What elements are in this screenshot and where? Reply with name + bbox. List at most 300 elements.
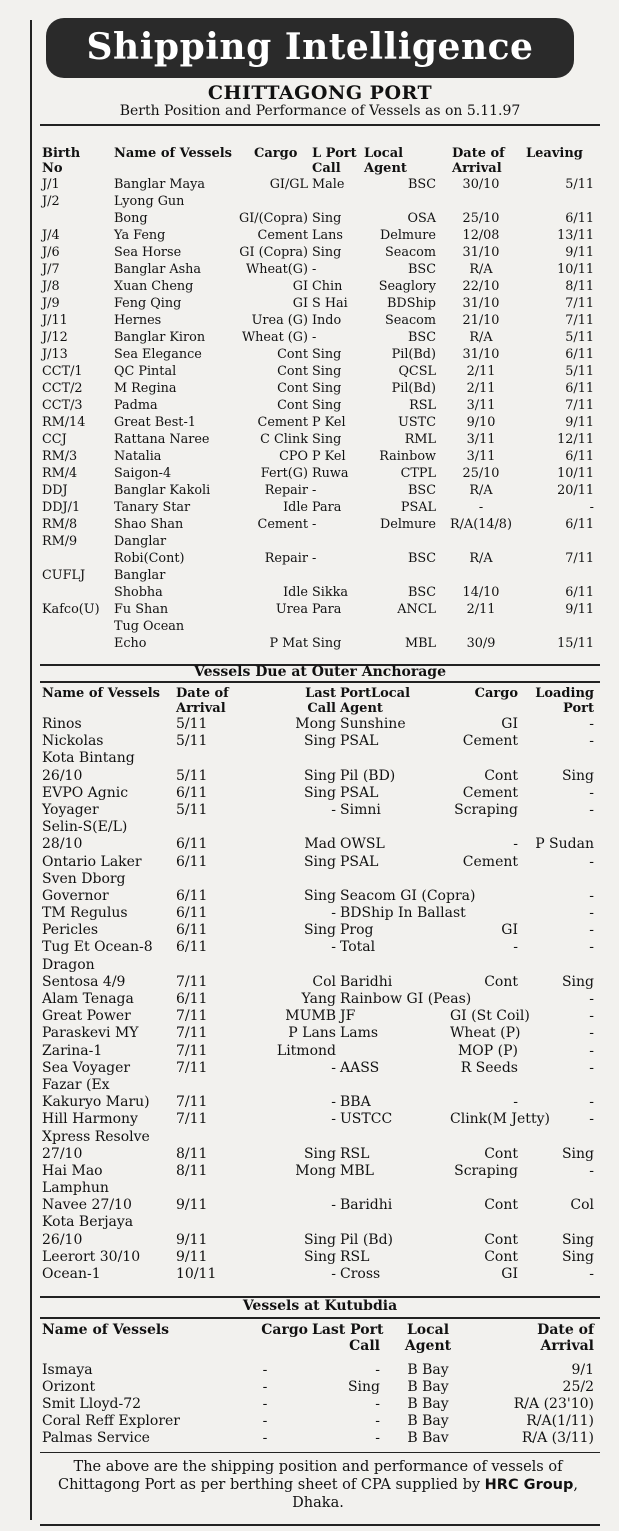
table-cell: Cont: [484, 1197, 518, 1214]
table-row: [40, 1266, 596, 1283]
table-row: [40, 1008, 596, 1025]
table-cell: PSAL: [340, 784, 379, 801]
table-row: [40, 1249, 596, 1266]
table-cell: [310, 618, 362, 635]
table-cell: -: [375, 1413, 380, 1429]
table-row: [40, 482, 596, 499]
table-row: [40, 1413, 596, 1430]
table-cell: Ya Feng: [114, 228, 166, 243]
table-cell: GI: [501, 922, 518, 939]
table-row: [40, 819, 596, 836]
table-cell: RM/3: [42, 449, 78, 464]
table-cell: 5/11: [176, 733, 208, 750]
table-cell: -: [375, 1396, 380, 1412]
table-cell: 7/11: [176, 973, 208, 990]
table-cell: Hernes: [114, 313, 162, 328]
table-cell: 7/11: [176, 1059, 208, 1076]
table-row: [40, 991, 596, 1008]
table-cell: 6/11: [176, 853, 208, 870]
table-cell: [40, 618, 112, 635]
table-cell: 27/10: [42, 1145, 83, 1162]
table-cell: B Bay: [407, 1396, 449, 1412]
table-row: [40, 922, 596, 939]
table-cell: 6/11: [176, 905, 208, 922]
table-row: [40, 1060, 596, 1077]
table-cell: [174, 1214, 238, 1231]
table-cell: J/11: [42, 313, 68, 328]
subtitle: Berth Position and Performance of Vessels as on 5.11.97: [119, 103, 521, 119]
table-row: [40, 210, 596, 227]
table-cell: Bong: [114, 211, 148, 226]
table-cell: Yang: [301, 991, 336, 1007]
table-cell: Banglar Asha: [114, 262, 202, 277]
table-cell: R/A: [469, 262, 493, 277]
table-row: [40, 1430, 596, 1447]
table-cell: BSC: [408, 585, 436, 600]
table-row: [40, 414, 596, 431]
table-cell: Sing: [303, 767, 336, 784]
table-cell: Wheat (G): [241, 330, 308, 345]
table-cell: [338, 1129, 448, 1146]
table-cell: [448, 1214, 520, 1231]
table-cell: Prog: [340, 922, 374, 939]
table-cell: [224, 567, 310, 584]
table-cell: 3/11: [466, 398, 496, 413]
table-cell: Sing: [347, 1379, 380, 1395]
table-cell: RML: [404, 432, 436, 447]
table-row: [40, 363, 596, 380]
table-cell: -: [589, 905, 594, 922]
table-cell: RSL: [340, 1248, 370, 1265]
table-row: [40, 750, 596, 767]
table-cell: 9/11: [176, 1248, 208, 1265]
table-cell: 9/10: [466, 415, 496, 430]
table-cell: [338, 957, 448, 974]
table-row: [40, 550, 596, 567]
table-cell: Great Power: [42, 1008, 131, 1025]
table-row: [40, 601, 596, 618]
table-cell: Xpress Resolve: [42, 1128, 150, 1145]
table-cell: [40, 550, 112, 567]
table-cell: [40, 210, 112, 227]
table-cell: 8/11: [565, 279, 594, 294]
col-arrival: Date of Arrival: [537, 1322, 594, 1354]
col-agent: Local Agent: [404, 1322, 452, 1354]
table-cell: Pil(Bd): [391, 381, 436, 396]
table-cell: J/1: [42, 177, 60, 192]
table-cell: 6/11: [565, 517, 594, 532]
table-cell: [224, 618, 310, 635]
table-cell: -: [312, 330, 317, 345]
table-cell: [362, 193, 438, 210]
table-cell: 6/11: [176, 836, 208, 853]
table-cell: [338, 1180, 448, 1197]
table-row: [40, 1396, 596, 1413]
table-cell: Fert(G): [260, 466, 308, 481]
table-cell: 7/11: [176, 1042, 208, 1059]
table-cell: -: [331, 939, 336, 956]
table-cell: Orizont: [42, 1379, 96, 1395]
table-cell: Seacom GI (Copra): [340, 887, 476, 904]
table-cell: 25/10: [462, 466, 500, 481]
table-row: [40, 1111, 596, 1128]
table-cell: Idle: [283, 585, 308, 600]
table-cell: P Sudan: [535, 836, 594, 853]
table-cell: -: [589, 500, 594, 515]
table-cell: QCSL: [398, 364, 436, 379]
table-cell: -: [331, 1111, 336, 1128]
table-cell: Urea: [275, 602, 308, 617]
kutubdia-header-row: [40, 1322, 596, 1354]
table-cell: Clink(M Jetty): [450, 1111, 550, 1128]
table-cell: 5/11: [565, 364, 594, 379]
divider: [40, 1524, 600, 1526]
table-cell: Tanary Star: [114, 500, 191, 515]
table-cell: 2/11: [466, 602, 496, 617]
table-cell: GI: [501, 716, 518, 732]
table-cell: GI (St Coil): [450, 1008, 530, 1025]
table-cell: -: [513, 1094, 518, 1111]
table-cell: MUMB: [285, 1008, 336, 1025]
table-cell: -: [589, 716, 594, 732]
table-cell: -: [312, 551, 317, 566]
table-row: [40, 176, 596, 193]
table-cell: Kota Bintang: [42, 750, 135, 767]
table-cell: [174, 871, 238, 888]
table-cell: Sing: [561, 1248, 594, 1265]
table-cell: 21/10: [462, 313, 500, 328]
table-cell: OSA: [407, 211, 436, 226]
table-cell: [438, 533, 524, 550]
table-cell: Cont: [484, 767, 518, 784]
table-row: [40, 785, 596, 802]
table-cell: Cont: [484, 1231, 518, 1248]
table-cell: Indo: [312, 313, 342, 328]
table-cell: Seacom: [385, 245, 436, 260]
table-cell: GI/(Copra): [238, 211, 308, 226]
table-cell: MBL: [404, 636, 436, 651]
table-cell: Sing: [303, 733, 336, 750]
table-row: [40, 1025, 596, 1042]
table-cell: Paraskevi MY: [42, 1025, 139, 1042]
table-cell: Coral Reff Explorer: [42, 1413, 180, 1429]
table-cell: Col: [312, 973, 336, 990]
table-cell: Urea (G): [251, 313, 308, 328]
table-cell: R/A (3/11): [521, 1430, 594, 1446]
table-cell: Sing: [312, 211, 342, 226]
table-cell: GI/GL: [269, 177, 308, 192]
table-cell: Scraping: [454, 801, 518, 818]
table-cell: Wheat (P): [450, 1025, 521, 1042]
table-cell: Yoyager: [42, 801, 99, 818]
table-cell: CTPL: [400, 466, 436, 481]
table-row: [40, 465, 596, 482]
table-cell: 7/11: [565, 551, 594, 566]
table-cell: Cement: [257, 228, 308, 243]
table-cell: Cont: [277, 398, 308, 413]
table-cell: R/A: [469, 483, 493, 498]
table-cell: Shobha: [114, 585, 163, 600]
table-cell: JF: [340, 1008, 356, 1025]
footer-company: HRC Group: [484, 1477, 574, 1493]
banner-title: Shipping Intelligence: [46, 18, 574, 78]
table-cell: Sing: [561, 1231, 594, 1248]
table-cell: -: [331, 1266, 336, 1282]
table-cell: [174, 819, 238, 836]
table-cell: Delmure: [380, 517, 436, 532]
table-cell: [448, 1129, 520, 1146]
table-row: [40, 516, 596, 533]
table-cell: RSL: [409, 398, 436, 413]
table-cell: BSC: [408, 262, 436, 277]
table-cell: USTC: [398, 415, 436, 430]
table-cell: Great Best-1: [114, 415, 196, 430]
table-cell: R/A (23'10): [513, 1396, 594, 1412]
table-cell: [520, 1180, 596, 1197]
col-name: Name of Vessels: [114, 146, 232, 161]
table-cell: 6/11: [565, 585, 594, 600]
table-row: [40, 533, 596, 550]
table-cell: Banglar Kakoli: [114, 483, 211, 498]
divider: [40, 1317, 600, 1319]
table-cell: Baridhi: [340, 973, 393, 990]
table-cell: Sea Voyager: [42, 1059, 131, 1076]
table-cell: 12/11: [557, 432, 594, 447]
table-cell: TM Regulus: [42, 905, 128, 922]
table-cell: [438, 567, 524, 584]
table-row: [40, 448, 596, 465]
table-cell: -: [262, 1379, 268, 1395]
table-cell: Fu Shan: [114, 602, 169, 617]
table-cell: DDJ/1: [42, 500, 81, 515]
table-cell: Seacom: [385, 313, 436, 328]
table-cell: Simni: [340, 801, 381, 818]
table-cell: 6/11: [176, 887, 208, 904]
table-cell: -: [262, 1396, 268, 1412]
table-cell: PSAL: [340, 853, 379, 870]
table-cell: 10/11: [557, 466, 594, 481]
table-cell: Sing: [312, 245, 342, 260]
table-cell: Sing: [312, 432, 342, 447]
table-cell: Lams: [340, 1025, 379, 1042]
table-row: [40, 888, 596, 905]
table-cell: AASS: [340, 1059, 380, 1076]
table-cell: 9/11: [176, 1231, 208, 1248]
table-row: [40, 1232, 596, 1249]
table-cell: Feng Qing: [114, 296, 182, 311]
table-cell: [224, 193, 310, 210]
table-row: [40, 1362, 596, 1379]
col-lport: L Port Call: [312, 146, 357, 176]
col-vessel: Name of Vessels: [42, 1322, 170, 1338]
table-cell: Baridhi: [340, 1197, 393, 1214]
col-leaving: Leaving: [526, 146, 583, 161]
table-cell: R Seeds: [460, 1059, 518, 1076]
table-cell: J/2: [42, 194, 60, 209]
table-cell: -: [312, 483, 317, 498]
table-cell: [238, 1129, 338, 1146]
table-cell: [174, 957, 238, 974]
table-cell: [338, 1214, 448, 1231]
table-cell: Dragon: [42, 956, 95, 973]
table-cell: Sing: [561, 767, 594, 784]
table-cell: CCJ: [42, 432, 67, 447]
table-cell: 20/11: [557, 483, 594, 498]
table-cell: Lamphun: [42, 1180, 109, 1197]
table-cell: [448, 1077, 520, 1094]
table-cell: 6/11: [565, 449, 594, 464]
table-cell: Sentosa 4/9: [42, 973, 126, 990]
table-cell: Danglar: [114, 534, 167, 549]
table-cell: 12/08: [462, 228, 500, 243]
table-cell: -: [262, 1430, 268, 1446]
outer-anchorage-table: [40, 686, 596, 1283]
table-cell: 7/11: [565, 296, 594, 311]
table-cell: Lyong Gun: [114, 194, 185, 209]
table-cell: Rattana Naree: [114, 432, 210, 447]
table-cell: [238, 1214, 338, 1231]
table-cell: 8/11: [176, 1145, 208, 1162]
table-cell: [338, 819, 448, 836]
table-cell: -: [262, 1362, 268, 1378]
table-cell: Cont: [277, 381, 308, 396]
table-cell: Rinos: [42, 716, 82, 732]
col-lastport: Last Port Call: [312, 1322, 384, 1354]
table-cell: S Hai: [312, 296, 348, 311]
table-cell: Sing: [303, 1248, 336, 1265]
table-cell: 5/11: [565, 330, 594, 345]
table-cell: Pil (BD): [340, 767, 396, 784]
table-row: [40, 1214, 596, 1231]
table-row: [40, 261, 596, 278]
table-cell: -: [589, 939, 594, 956]
table-cell: [448, 957, 520, 974]
table-cell: Cont: [484, 973, 518, 990]
table-cell: 9/1: [571, 1362, 594, 1378]
table-cell: [338, 1043, 448, 1060]
table-row: [40, 346, 596, 363]
table-cell: 7/11: [565, 313, 594, 328]
table-cell: DDJ: [42, 483, 68, 498]
table-cell: Leerort 30/10: [42, 1248, 141, 1265]
table-cell: -: [331, 905, 336, 922]
table-cell: 10/11: [176, 1266, 217, 1282]
table-cell: GI: [501, 1266, 518, 1282]
table-cell: 6/11: [176, 784, 208, 801]
table-cell: GI: [292, 279, 308, 294]
table-cell: -: [589, 887, 594, 904]
col-loading: Loading Port: [535, 686, 594, 716]
table-cell: Chin: [312, 279, 343, 294]
table-cell: [520, 957, 596, 974]
table-cell: Navee 27/10: [42, 1197, 132, 1214]
table-cell: Shao Shan: [114, 517, 184, 532]
table-row: [40, 733, 596, 750]
table-cell: 25/10: [462, 211, 500, 226]
table-cell: Wheat(G): [246, 262, 308, 277]
table-cell: -: [513, 939, 518, 956]
table-cell: Xuan Cheng: [114, 279, 194, 294]
divider: [40, 1452, 600, 1453]
kutubdia-table: [40, 1322, 596, 1447]
table-cell: -: [589, 1162, 594, 1179]
table-cell: BSC: [408, 551, 436, 566]
col-vessel: Name of Vessels: [42, 686, 160, 701]
table-cell: Sing: [312, 347, 342, 362]
table-cell: PSAL: [340, 733, 379, 750]
table-cell: Col: [570, 1197, 594, 1214]
table-cell: Pil(Bd): [391, 347, 436, 362]
table-cell: [174, 1180, 238, 1197]
table-row: [40, 974, 596, 991]
table-cell: P Kel: [312, 449, 346, 464]
table-cell: GI: [292, 296, 308, 311]
table-row: [40, 1094, 596, 1111]
table-cell: [310, 567, 362, 584]
table-cell: ANCL: [397, 602, 436, 617]
table-row: [40, 227, 596, 244]
table-cell: R/A: [469, 330, 493, 345]
table-cell: C Clink: [260, 432, 308, 447]
table-cell: -: [375, 1362, 380, 1378]
table-cell: Repair: [264, 483, 308, 498]
table-cell: Sing: [303, 784, 336, 801]
table-cell: Cont: [277, 364, 308, 379]
table-cell: 6/11: [176, 922, 208, 939]
table-cell: Sing: [303, 887, 336, 904]
table-cell: Sing: [561, 1145, 594, 1162]
divider: [40, 681, 600, 683]
berth-table: [40, 146, 596, 652]
table-cell: [448, 871, 520, 888]
table-cell: -: [589, 784, 594, 801]
table-cell: [524, 618, 596, 635]
table-cell: J/8: [42, 279, 60, 294]
table-cell: -: [589, 922, 594, 939]
table-cell: [238, 819, 338, 836]
table-cell: BBA: [340, 1094, 371, 1111]
table-cell: [362, 533, 438, 550]
table-cell: -: [312, 517, 317, 532]
table-cell: Pericles: [42, 922, 99, 939]
table-cell: Sing: [303, 853, 336, 870]
table-cell: Ontario Laker: [42, 853, 142, 870]
table-cell: CUFLJ: [42, 568, 86, 583]
col-date: Date of Arrival: [176, 686, 229, 716]
table-row: [40, 871, 596, 888]
table-cell: Sing: [303, 1145, 336, 1162]
table-row: [40, 397, 596, 414]
table-cell: -: [589, 1111, 594, 1128]
table-cell: Sing: [312, 398, 342, 413]
table-cell: P Lans: [288, 1025, 336, 1042]
table-cell: 7/11: [176, 1008, 208, 1025]
table-row: [40, 716, 596, 733]
table-cell: Selin-S(E/L): [42, 819, 128, 836]
table-cell: Kota Berjaya: [42, 1214, 134, 1231]
table-cell: -: [331, 1094, 336, 1111]
table-cell: 2/11: [466, 381, 496, 396]
table-cell: Echo: [114, 636, 147, 651]
table-cell: -: [589, 1025, 594, 1042]
table-cell: Sea Elegance: [114, 347, 202, 362]
table-cell: -: [589, 1094, 594, 1111]
table-cell: Sing: [312, 364, 342, 379]
table-cell: 31/10: [462, 296, 500, 311]
table-cell: 7/11: [176, 1025, 208, 1042]
table-cell: Sikka: [312, 585, 348, 600]
table-cell: BSC: [408, 177, 436, 192]
